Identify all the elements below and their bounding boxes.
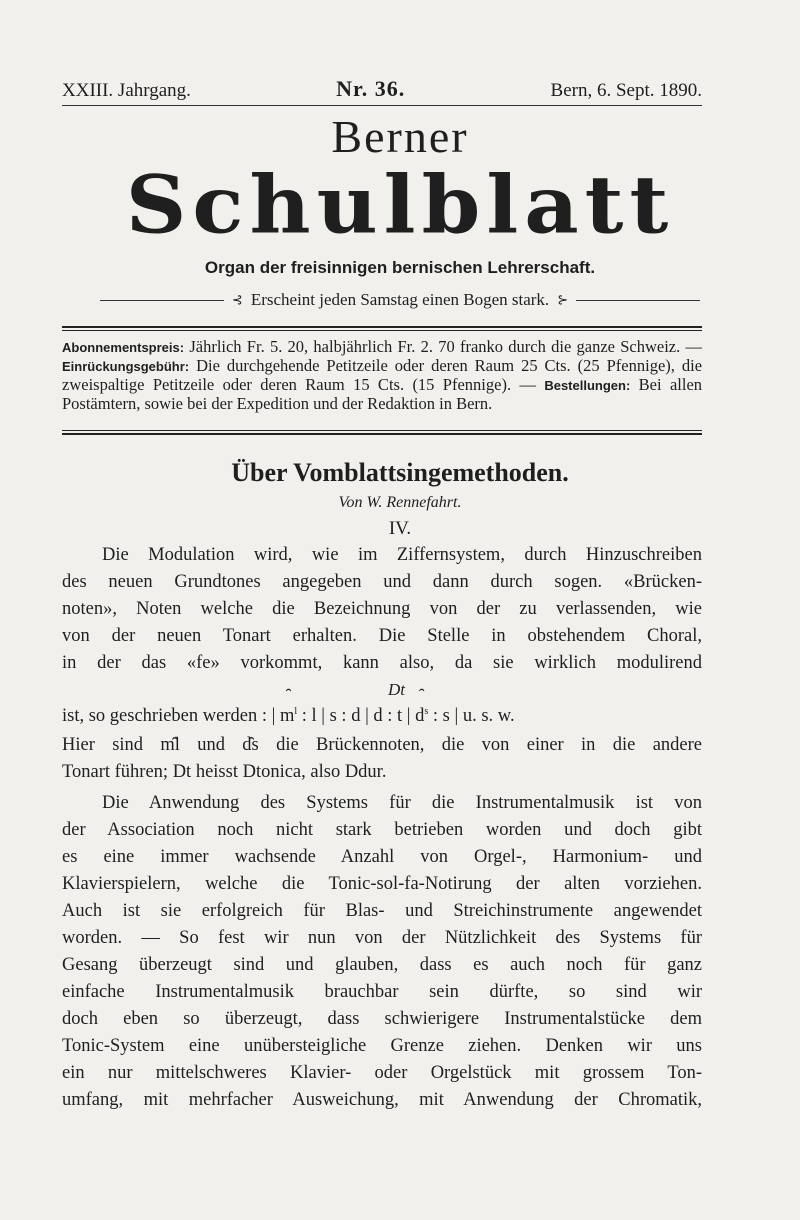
text-line: Klavierspielern, welche die Tonic-sol-fa-Notirung der alten vorziehen.	[62, 874, 702, 894]
article-title: Über Vomblattsingemethoden.	[231, 458, 569, 487]
masthead-top: Berner	[331, 111, 469, 162]
divider-rule	[62, 326, 702, 328]
text-line: Tonart führen; Dt heisst Dtonica, also Ddur.	[62, 762, 387, 782]
notation-sequence: : l | s : d | d : t |	[301, 706, 411, 726]
text-line: einfache Instrumentalmusik brauchbar sein dürfte, so sind wir	[62, 982, 702, 1002]
text-line: in der das «fe» vorkommt, kann also, da sie wirklich modulirend	[62, 653, 702, 673]
notation-lead: ist, so geschrieben werden :	[62, 706, 267, 726]
masthead-title: Schulblatt	[125, 157, 675, 252]
paragraph-1	[62, 542, 702, 677]
bridge-note-mark: s	[424, 705, 429, 717]
ornament-rule-left	[100, 300, 224, 301]
modulation-label: Dt	[388, 680, 405, 699]
text-line: Tonic-System eine unübersteigliche Grenze ziehen. Denken wir uns	[62, 1036, 702, 1056]
text-line: von der neuen Tonart erhalten. Die Stelle in obstehendem Choral,	[62, 626, 702, 646]
paragraph-2	[62, 790, 702, 1114]
text-line: worden. — So fest wir nun von der Nützlichkeit des Systems für	[62, 928, 702, 948]
text-line: es eine immer wachsende Anzahl von Orgel-, Harmonium- und	[62, 847, 702, 867]
insertion-text: Die durchgehende Petitzeile oder deren Raum 25 Cts. (25 Pfennige), die zweispaltige Petitzeile oder deren Raum 15 Cts. (15 Pfennige). —	[62, 356, 703, 394]
bridge-note-letter: m	[279, 706, 295, 726]
bridge-note-mark: l	[294, 705, 298, 717]
text-line: umfang, mit mehrfacher Ausweichung, mit Anwendung der Chromatik,	[62, 1090, 702, 1110]
masthead-subtitle: Organ der freisinnigen bernischen Lehrerschaft.	[204, 258, 596, 277]
text-line: Die Modulation wird, wie im Ziffernsystem, durch Hinzuschreiben	[102, 545, 702, 565]
text-line: Die Anwendung des Systems für die Instrumentalmusik ist von	[102, 793, 702, 813]
text-line: doch eben so überzeugt, dass schwierigere Instrumentalstücke dem	[62, 1009, 702, 1029]
text-line: noten», Noten welche die Bezeichnung von der zu verlassenden, wie	[62, 599, 702, 619]
solfa-notation: ist, so geschrieben werden : | ̑ $m^l$ : l | s : d | d : t | ̑ $d^s$ : s | u. s. w.	[62, 702, 702, 730]
abo-label: Abonnementspreis:	[62, 340, 185, 355]
bridge-note	[280, 702, 297, 730]
text-line: Auch ist sie erfolgreich für Blas- und Streichinstrumente angewendet	[62, 901, 702, 921]
text-line: Gesang überzeugt sind und glauben, dass es auch noch für ganz	[62, 955, 702, 975]
article-author: Von W. Rennefahrt.	[338, 494, 462, 511]
ornament-rule-right	[576, 300, 700, 301]
abo-text: Jährlich Fr. 5. 20, halbjährlich Fr. 2. 70 franko durch die ganze Schweiz. —	[189, 337, 702, 356]
place-date: Bern, 6. Sept. 1890.	[550, 80, 702, 101]
issue-number: Nr. 36.	[336, 76, 406, 101]
volume-label: XXIII. Jahrgang.	[62, 80, 191, 101]
frequency-line	[100, 290, 700, 310]
order-text: Bei allen Postämtern, sowie bei der Expedition und der Redaktion in Bern.	[62, 375, 703, 413]
insertion-label: Einrückungsgebühr:	[62, 359, 190, 374]
issue-header	[62, 76, 702, 106]
frequency-text: Erscheint jeden Samstag einen Bogen stark.	[250, 290, 550, 309]
subscription-info	[62, 338, 702, 413]
text-line: des neuen Grundtones angegeben und dann durch sogen. «Brücken-	[62, 572, 702, 592]
text-line: der Association noch nicht stark betrieben worden und doch gibt	[62, 820, 702, 840]
text-line: Hier sind m̑l und d̑s die Brückennoten, die von einer in die andere	[62, 735, 702, 755]
ornament-right-icon: ⊱	[557, 292, 569, 307]
text-line: ein nur mittelschweres Klavier- oder Orgelstück mit grossem Ton-	[62, 1063, 702, 1083]
paragraph-1-end	[62, 732, 702, 786]
notation-sequence: : s | u. s. w.	[432, 706, 515, 726]
order-label: Bestellungen:	[544, 378, 631, 393]
bridge-note-letter: d	[415, 706, 425, 726]
ornament-left-icon: ⊰	[231, 292, 243, 307]
divider-rule	[62, 433, 702, 435]
divider-rule	[62, 430, 702, 431]
section-number: IV.	[388, 518, 412, 539]
divider-rule	[62, 330, 702, 331]
bridge-note	[415, 702, 428, 730]
